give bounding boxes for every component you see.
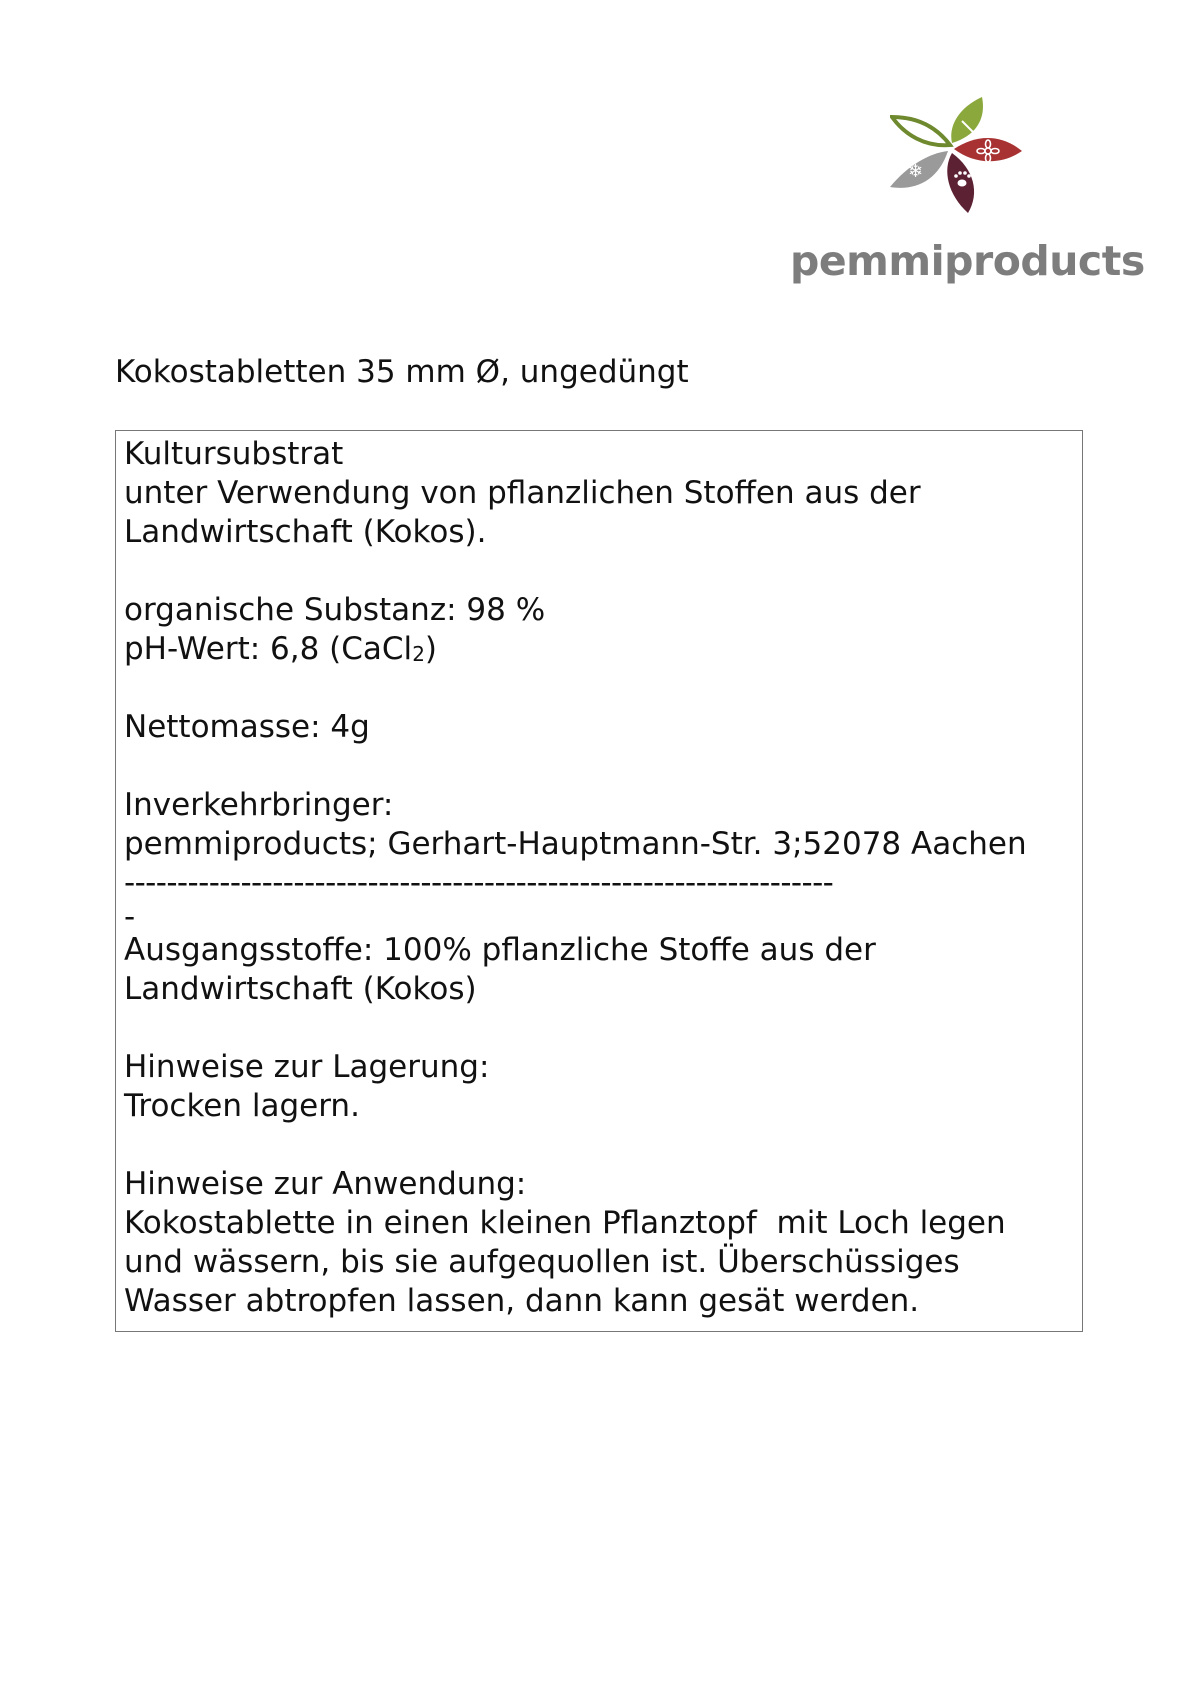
snowflake-icon: ❄ [908,161,924,182]
product-title: Kokostabletten 35 mm Ø, ungedüngt [115,354,689,390]
intro-line: Landwirtschaft (Kokos). [124,514,487,550]
usage-line: Wasser abtropfen lassen, dann kann gesät werden. [124,1283,920,1319]
storage-text: Trocken lagern. [124,1088,360,1124]
materials-line: Ausgangsstoffe: 100% pflanzliche Stoffe aus der [124,932,876,968]
brand-wordmark: pemmiproducts [790,237,1145,285]
usage-line: und wässern, bis sie aufgequollen ist. Überschüssiges [124,1244,960,1280]
label-text [124,435,1084,1321]
distributor-address: pemmiproducts; Gerhart-Hauptmann-Str. 3;52078 Aachen [124,826,1027,862]
leaf-outline-icon [892,117,950,145]
storage-heading: Hinweise zur Lagerung: [124,1049,490,1085]
materials-line: Landwirtschaft (Kokos) [124,971,477,1007]
intro-line: unter Verwendung von pflanzlichen Stoffen aus der [124,475,921,511]
brand-logo [790,95,1145,295]
organic-substance: organische Substanz: 98 % [124,592,546,628]
net-mass: Nettomasse: 4g [124,709,370,745]
red-petal [954,138,1022,161]
usage-heading: Hinweise zur Anwendung: [124,1166,527,1202]
separator-line: ------------------------------------------------------------------- [124,865,834,901]
label-box [115,430,1083,1332]
petal-logo-mark [890,95,1040,225]
usage-line: Kokostablette in einen kleinen Pflanztopf mit Loch legen [124,1205,1006,1241]
intro-line: Kultursubstrat [124,436,344,472]
distributor-heading: Inverkehrbringer: [124,787,394,823]
separator-wrap: - [124,899,136,935]
ph-value: pH-Wert: 6,8 (CaCl$_2$) [124,631,438,667]
